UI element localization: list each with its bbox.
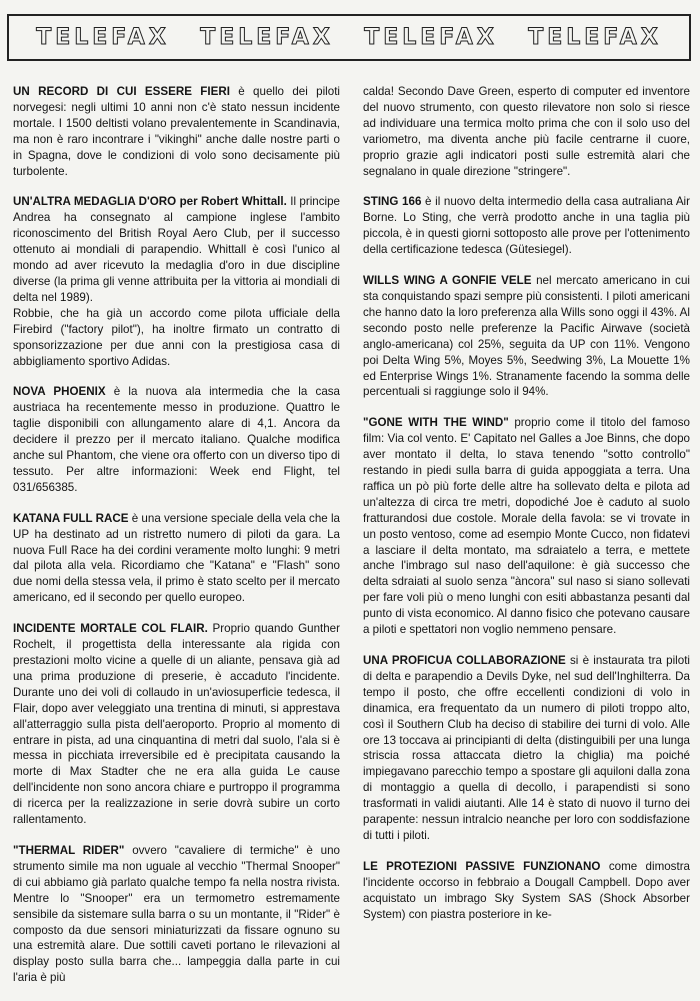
news-headline: NOVA PHOENIX bbox=[13, 385, 106, 399]
left-column bbox=[13, 84, 340, 1001]
news-paragraph bbox=[13, 511, 340, 606]
news-body-text: Il principe Andrea ha consegnato al campione inglese l'ambito riconoscimento del British Royal Aero Club, per il successo ottenuto ai mondiali di parapendio. Whittall è così l'unico al mondo ad aver ricevuto la medaglia d'oro in due discipline diverse (la prima gli venne attribuita per la vittoria ai mondiali di delta nel 1989). bbox=[13, 195, 340, 304]
news-headline: INCIDENTE MORTALE COL FLAIR. bbox=[13, 622, 208, 636]
news-paragraph bbox=[13, 843, 340, 986]
news-headline: KATANA FULL RACE bbox=[13, 511, 129, 525]
news-item bbox=[363, 84, 690, 179]
news-headline: UN RECORD DI CUI ESSERE FIERI bbox=[13, 85, 230, 98]
news-paragraph bbox=[13, 306, 340, 370]
news-body-text: si è instaurata tra piloti di delta e parapendio a Devils Dyke, nel sud dell'Inghilterra. Da tempo il posto, che offre eccellenti condizioni di volo in dinamica, era frequentato da un numero di piloti troppo alto, così il Southern Club ha deciso di stabilire dei turni di volo. Alle ore 13 toccava ai principianti di delta (distinguibili per una lunga striscia rossa attaccata dietro la chiglia) ma poiché impiegavano parecchio tempo a spostare gli aquiloni dalla zona di montaggio a quella di decollo, i parapendisti si sono trasformati in validi aiutanti. Alle 14 è stato di nuovo il turno dei parapente: nessun intralcio neanche per loro con soddisfazione di tutti i piloti. bbox=[363, 654, 690, 842]
right-column bbox=[363, 84, 690, 938]
news-body-text: Robbie, che ha già un accordo come pilota ufficiale della Firebird ("factory pilot"), ha inoltre firmato un contratto di sponsorizzazione per due anni con la prestigiosa casa di abbigliamento sportivo Adidas. bbox=[13, 306, 340, 368]
news-headline: "GONE WITH THE WIND" bbox=[363, 416, 509, 430]
news-item bbox=[13, 384, 340, 495]
news-paragraph bbox=[363, 653, 690, 844]
news-body-text: è quello dei piloti norvegesi: negli ultimi 10 anni non c'è stato nessun incidente mortale. I 1500 deltisti volano prevalentemente in Scandinavia, ma non è raro incontrare i "vikinghi" anche dalle nostre parti o in Spagna, dove le condizioni di volo sono decisamente più turbolente. bbox=[13, 85, 340, 178]
news-item bbox=[13, 194, 340, 369]
news-body-text: come dimostra l'incidente occorso in febbraio a Dougall Campbell. Dopo aver acquistato un imbrago Sky System SAS (Shock Absorber System) con piastra posteriore in ke- bbox=[363, 859, 690, 921]
news-body-text: calda! Secondo Dave Green, esperto di computer ed inventore del nuovo strumento, con questo rilevatore non solo si riesce ad individuare una termica molto prima che con il solo uso del variometro, ma diventa anche più facile centrarne il cuore, proprio grazie agli indicatori posti sulle estremità alari che segnalano in quale direzione "stringere". bbox=[363, 85, 690, 178]
news-body-text: proprio come il titolo del famoso film: Via col vento. E' Capitato nel Galles a Joe Binns, che dopo aver montato il delta, lo stava tenendo "sotto controllo" restando in piedi sulla barra di guida appoggiata a terra. Una raffica un pò più forte delle altre ha sollevato delta e pilota ad un'altezza di circa tre metri, dopodiché Joe è caduto al suolo fratturandosi due costole. Morale della favola: se vi trovate in un posto ventoso, come ad esempio Monte Cucco, non fidatevi a lasciare il delta montato, ma sdraiatelo a terra, e mettete anche l'imbrago sul naso dell'aquilone: è già successo che delta sdraiati al suolo senza "àncora" sul naso si siano sollevati per fare voli più o meno lunghi con esiti abbastanza pesanti dal punto di vista economico. Al danno fisico che potevano causare a piloti e spettatori non voglio nemmeno pensare. bbox=[363, 416, 690, 637]
news-body-text: è una versione speciale della vela che la UP ha destinato ad un ristretto numero di piloti da gara. La nuova Full Race ha dei cordini veramente molto lunghi: 9 metri dal pilota alla vela. Ricordiamo che "Katana" e "Flash" sono due nomi della stessa vela, il primo è stato scelto per il mercato americano, ed il secondo per quello europeo. bbox=[13, 511, 340, 605]
news-headline: "THERMAL RIDER" bbox=[13, 843, 125, 857]
banner-word: TELEFAX bbox=[200, 25, 334, 50]
news-item bbox=[363, 859, 690, 923]
news-paragraph bbox=[13, 621, 340, 828]
banner-word: TELEFAX bbox=[364, 25, 498, 50]
news-body-text: nel mercato americano in cui sta conquistando spazi sempre più consistenti. I piloti americani che hanno dato la loro preferenza alla Wills sono oggi il 43%. Al secondo posto nelle preferenze la Pacific Airwave (società anglo-americana) col 25%, seguita da UP con 11%. Vengono poi Delta Wing 5%, Moyes 5%, Seedwing 3%, La Mouette 1% ed Enterprise Wings 1%. Stranamente facendo la somma delle percentuali si raggiunge solo il 94%. bbox=[363, 274, 690, 399]
news-item bbox=[13, 511, 340, 606]
news-paragraph bbox=[13, 384, 340, 495]
news-item bbox=[363, 415, 690, 638]
news-item bbox=[363, 273, 690, 400]
news-paragraph bbox=[363, 859, 690, 923]
news-headline: STING 166 bbox=[363, 195, 422, 209]
news-body-text: è il nuovo delta intermedio della casa autraliana Air Borne. Lo Sting, che verrà prodotto anche in una taglia più piccola, è in questi giorni sottoposto alle prove per l'ottenimento della certificazione tedesca (Gütesiegel). bbox=[363, 195, 690, 257]
news-paragraph bbox=[363, 84, 690, 179]
news-body-text: Proprio quando Gunther Rochelt, il progettista della interessante ala rigida con prestazioni molto vicine a quelle di un aliante, pensava già ad una prima produzione di preserie, è accaduto l'incidente. Durante uno dei voli di collaudo in un'aviosuperficie tedesca, il Flair, dopo aver veleggiato una trentina di minuti, si apprestava all'atterraggio sulla pista dell'aeroporto. Proprio al momento di entrare in pista, ad una cinquantina di metri dal suolo, l'ala si è messa in picchiata irreversibile ed è precipitata causando la morte di Max Stadter che ne era alla guida Le cause dell'incidente non sono ancora chiare e purtroppo il programma di ricerca per la realizzazione in serie dovrà subire un corto rallentamento. bbox=[13, 622, 340, 827]
news-item bbox=[13, 84, 340, 179]
banner-word: TELEFAX bbox=[528, 25, 662, 50]
banner-word: TELEFAX bbox=[36, 25, 170, 50]
news-paragraph bbox=[13, 84, 340, 179]
news-headline: WILLS WING A GONFIE VELE bbox=[363, 274, 532, 288]
news-headline: LE PROTEZIONI PASSIVE FUNZIONANO bbox=[363, 859, 601, 873]
news-paragraph bbox=[363, 273, 690, 400]
news-item bbox=[13, 843, 340, 986]
news-headline: UN'ALTRA MEDAGLIA D'ORO per Robert Whittall. bbox=[13, 195, 287, 209]
news-item bbox=[363, 653, 690, 844]
news-headline: UNA PROFICUA COLLABORAZIONE bbox=[363, 654, 566, 667]
news-paragraph bbox=[13, 194, 340, 305]
news-item bbox=[363, 194, 690, 258]
news-paragraph bbox=[363, 415, 690, 638]
news-paragraph bbox=[363, 194, 690, 258]
news-body-text: è la nuova ala intermedia che la casa austriaca ha recentemente messo in produzione. Quattro le taglie disponibili con allungamento alare di 4,1. Ancora da decidere il prezzo per il mercato italiano. Qualche modifica anche sul Phantom, che viene ora offerto con un diverso tipo di tessuto. Per altre informazioni: Week end Flight, tel 031/656385. bbox=[13, 385, 341, 494]
telefax-banner bbox=[7, 14, 691, 61]
news-item bbox=[13, 621, 340, 828]
news-body-text: ovvero "cavaliere di termiche" è uno strumento simile ma non uguale al vecchio "Thermal Snooper" di cui abbiamo già parlato qualche tempo fa nella nostra rivista. Mentre lo "Snooper" era un termometro estremamente sensibile da sistemare sulla barra o su un montante, il "Rider" è composto da due sensori miniaturizzati da fissare ognuno su una estremità alare. Due sottili caveti portano le rilevazioni al display posto sulla barra che... lampeggia dalla parte in cui l'aria è più bbox=[13, 843, 340, 985]
